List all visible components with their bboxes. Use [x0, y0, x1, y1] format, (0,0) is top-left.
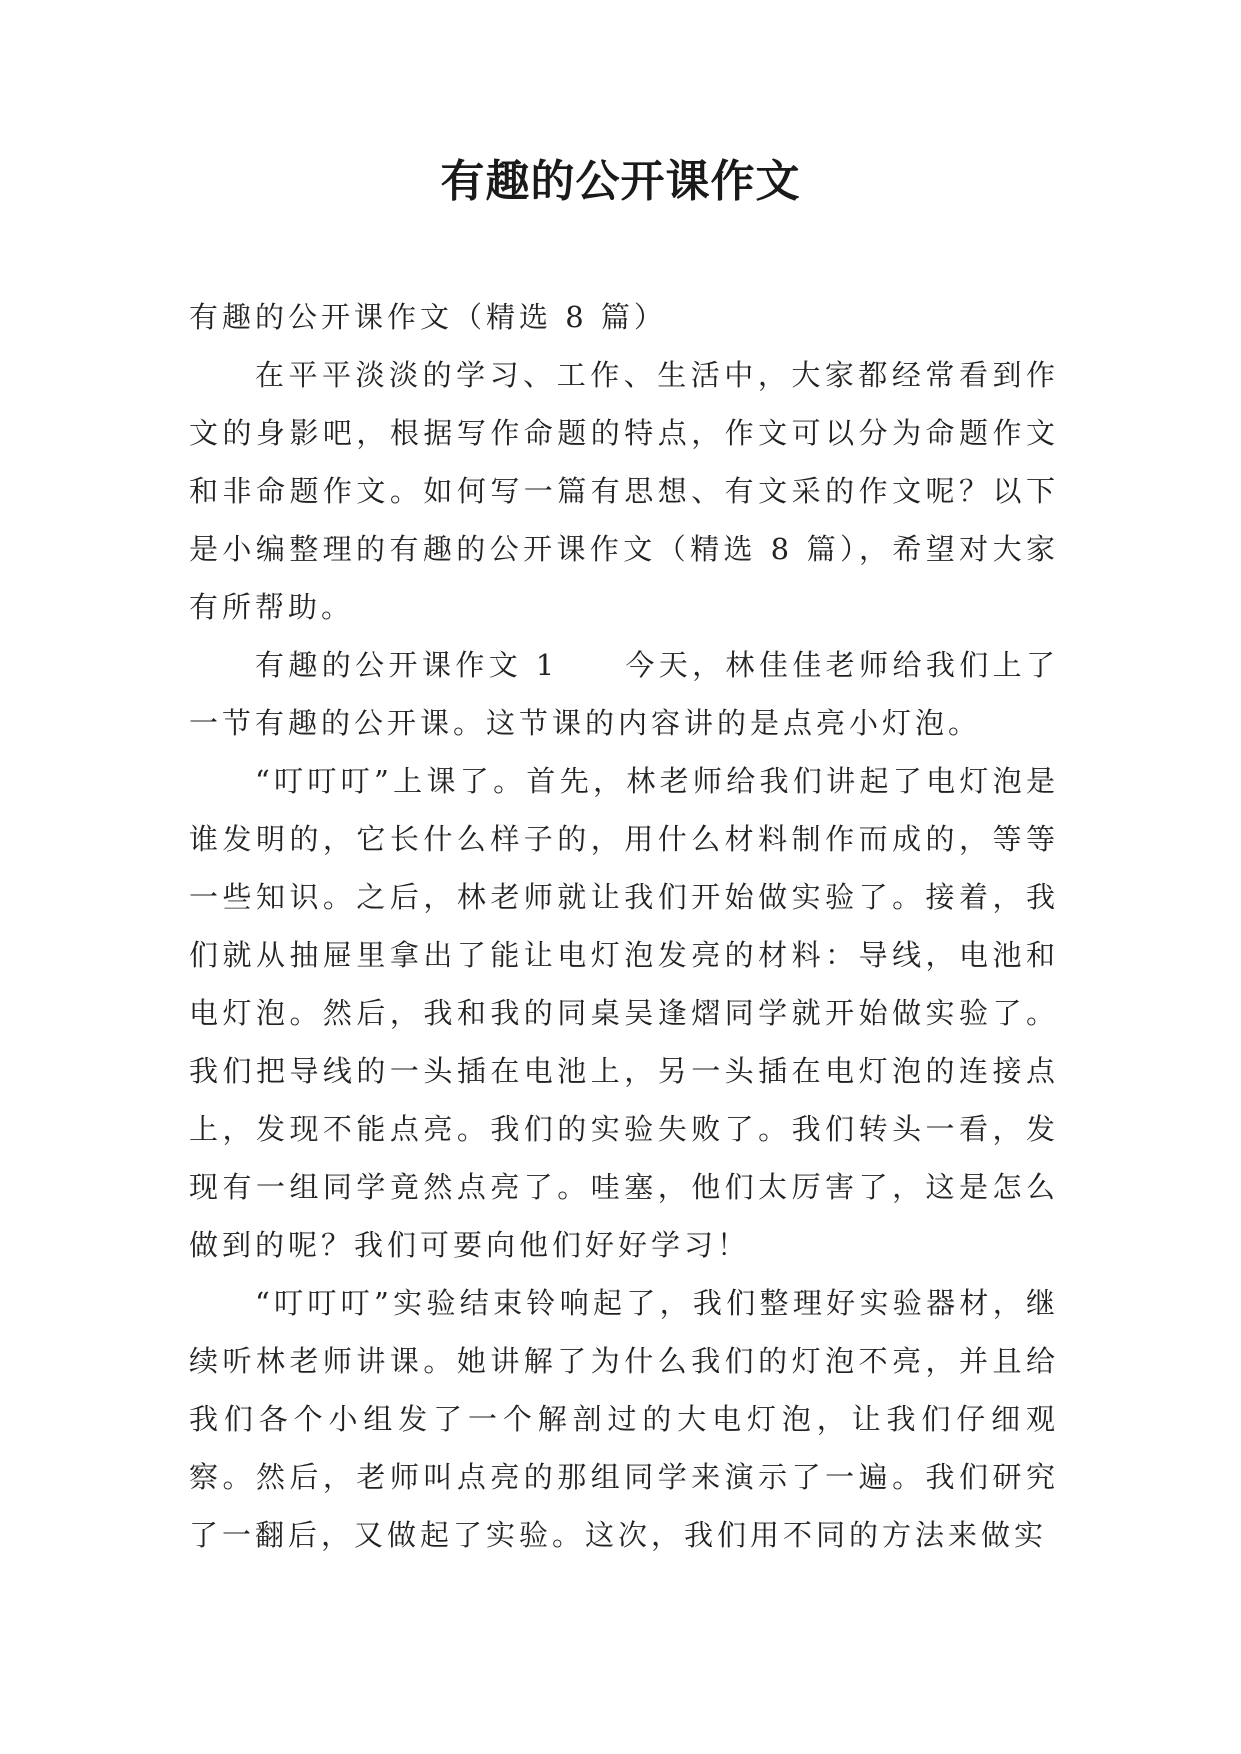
document-title: 有趣的公开课作文 [440, 156, 801, 207]
paragraph-essay-1-opening: 有趣的公开课作文 1 今天，林佳佳老师给我们上了一节有趣的公开课。这节课的内容讲的是点亮小灯泡。 [189, 648, 1059, 740]
document-subtitle: 有趣的公开课作文（精选 8 篇） [189, 300, 667, 334]
paragraph-lecture: “叮叮叮”实验结束铃响起了，我们整理好实验器材，继续听林老师讲课。她讲解了为什么我们的灯泡不亮，并且给我们各个小组发了一个解剖过的大电灯泡，让我们仔细观察。然后，老师叫点亮的那组同学来演示了一遍。我们研究了一翻后，又做起了实验。这次，我们用不同的方法来做实 [189, 1286, 1059, 1552]
document-body [189, 288, 1059, 1564]
paragraph-intro: 在平平淡淡的学习、工作、生活中，大家都经常看到作文的身影吧，根据写作命题的特点，作文可以分为命题作文和非命题作文。如何写一篇有思想、有文采的作文呢？以下是小编整理的有趣的公开课作文（精选 8 篇），希望对大家有所帮助。 [189, 358, 1059, 624]
paragraph-experiment: “叮叮叮”上课了。首先，林老师给我们讲起了电灯泡是谁发明的，它长什么样子的，用什么材料制作而成的，等等一些知识。之后，林老师就让我们开始做实验了。接着，我们就从抽屉里拿出了能让电灯泡发亮的材料：导线，电池和电灯泡。然后，我和我的同桌吴逢熠同学就开始做实验了。我们把导线的一头插在电池上，另一头插在电灯泡的连接点上，发现不能点亮。我们的实验失败了。我们转头一看，发现有一组同学竟然点亮了。哇塞，他们太厉害了，这是怎么做到的呢？我们可要向他们好好学习！ [189, 764, 1059, 1262]
